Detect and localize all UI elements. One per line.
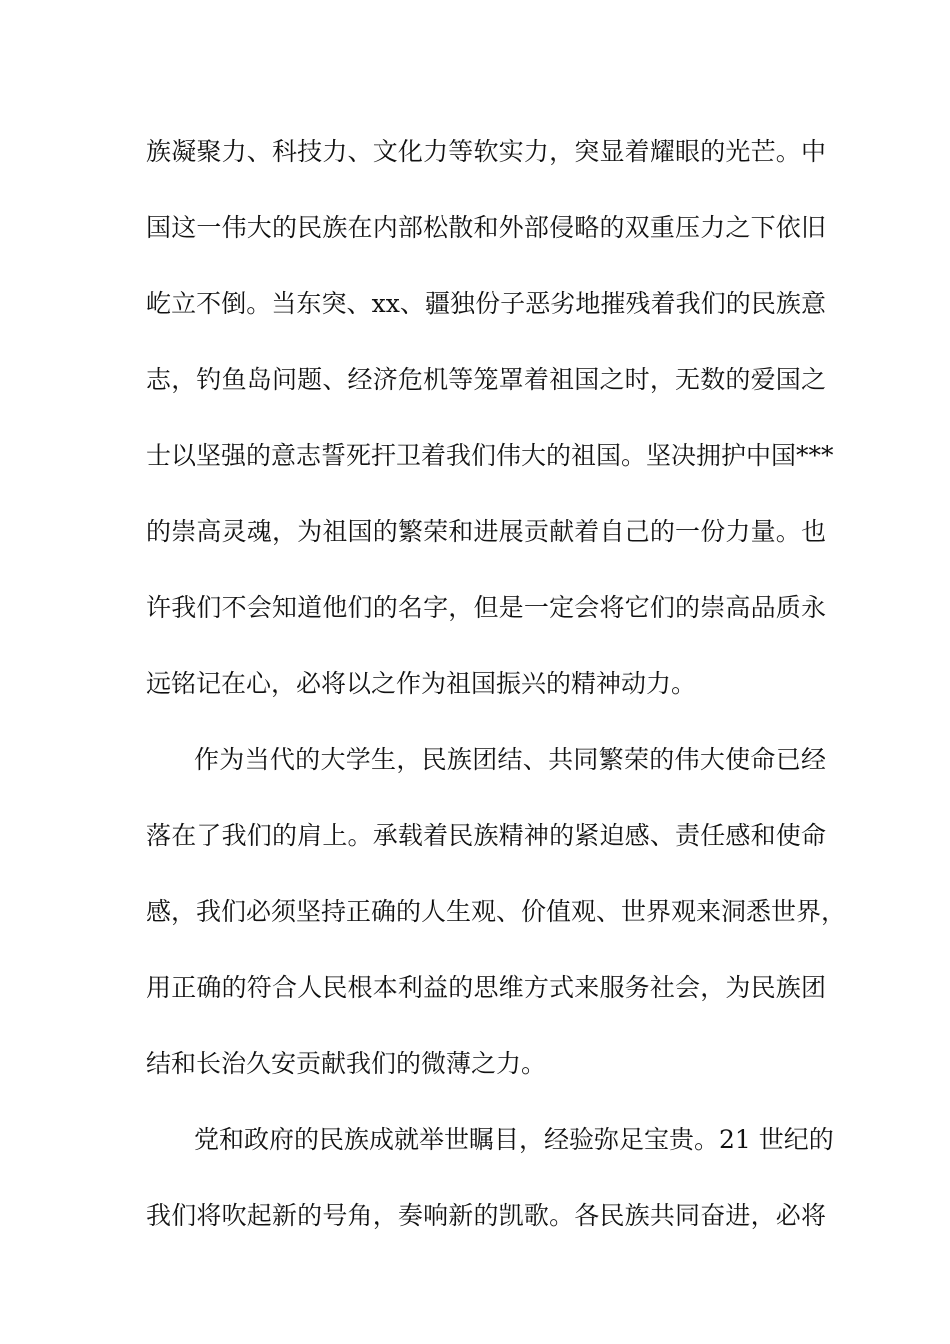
paragraph-2-line-2: 落在了我们的肩上。承载着民族精神的紧迫感、责任感和使命	[146, 821, 826, 850]
paragraph-1-line-4: 志，钓鱼岛问题、经济危机等笼罩着祖国之时，无数的爱国之	[146, 365, 826, 394]
paragraph-2-line-5: 结和长治久安贡献我们的微薄之力。	[146, 1049, 547, 1078]
paragraph-1-line-6: 的崇高灵魂，为祖国的繁荣和进展贡献着自己的一份力量。也	[146, 517, 826, 546]
paragraph-3-line-1: 党和政府的民族成就举世瞩目，经验弥足宝贵。21 世纪的	[194, 1125, 834, 1154]
paragraph-1-line-5: 士以坚强的意志誓死扞卫着我们伟大的祖国。坚决拥护中国***	[146, 441, 834, 470]
paragraph-2-line-1: 作为当代的大学生，民族团结、共同繁荣的伟大使命已经	[194, 745, 826, 774]
paragraph-1-line-7: 许我们不会知道他们的名字，但是一定会将它们的崇高品质永	[146, 593, 826, 622]
paragraph-1-line-8: 远铭记在心，必将以之作为祖国振兴的精神动力。	[146, 669, 697, 698]
paragraph-2-line-4: 用正确的符合人民根本利益的思维方式来服务社会，为民族团	[146, 973, 826, 1002]
paragraph-1-line-1: 族凝聚力、科技力、文化力等软实力，突显着耀眼的光芒。中	[146, 137, 826, 166]
document-body	[146, 127, 847, 1267]
paragraph-3-line-2: 我们将吹起新的号角，奏响新的凯歌。各民族共同奋进，必将	[146, 1201, 826, 1230]
paragraph-1-line-3: 屹立不倒。当东突、xx、疆独份子恶劣地摧残着我们的民族意	[146, 289, 826, 318]
paragraph-1-line-2: 国这一伟大的民族在内部松散和外部侵略的双重压力之下依旧	[146, 213, 826, 242]
paragraph-2-line-3: 感，我们必须坚持正确的人生观、价值观、世界观来洞悉世界，	[146, 897, 847, 926]
